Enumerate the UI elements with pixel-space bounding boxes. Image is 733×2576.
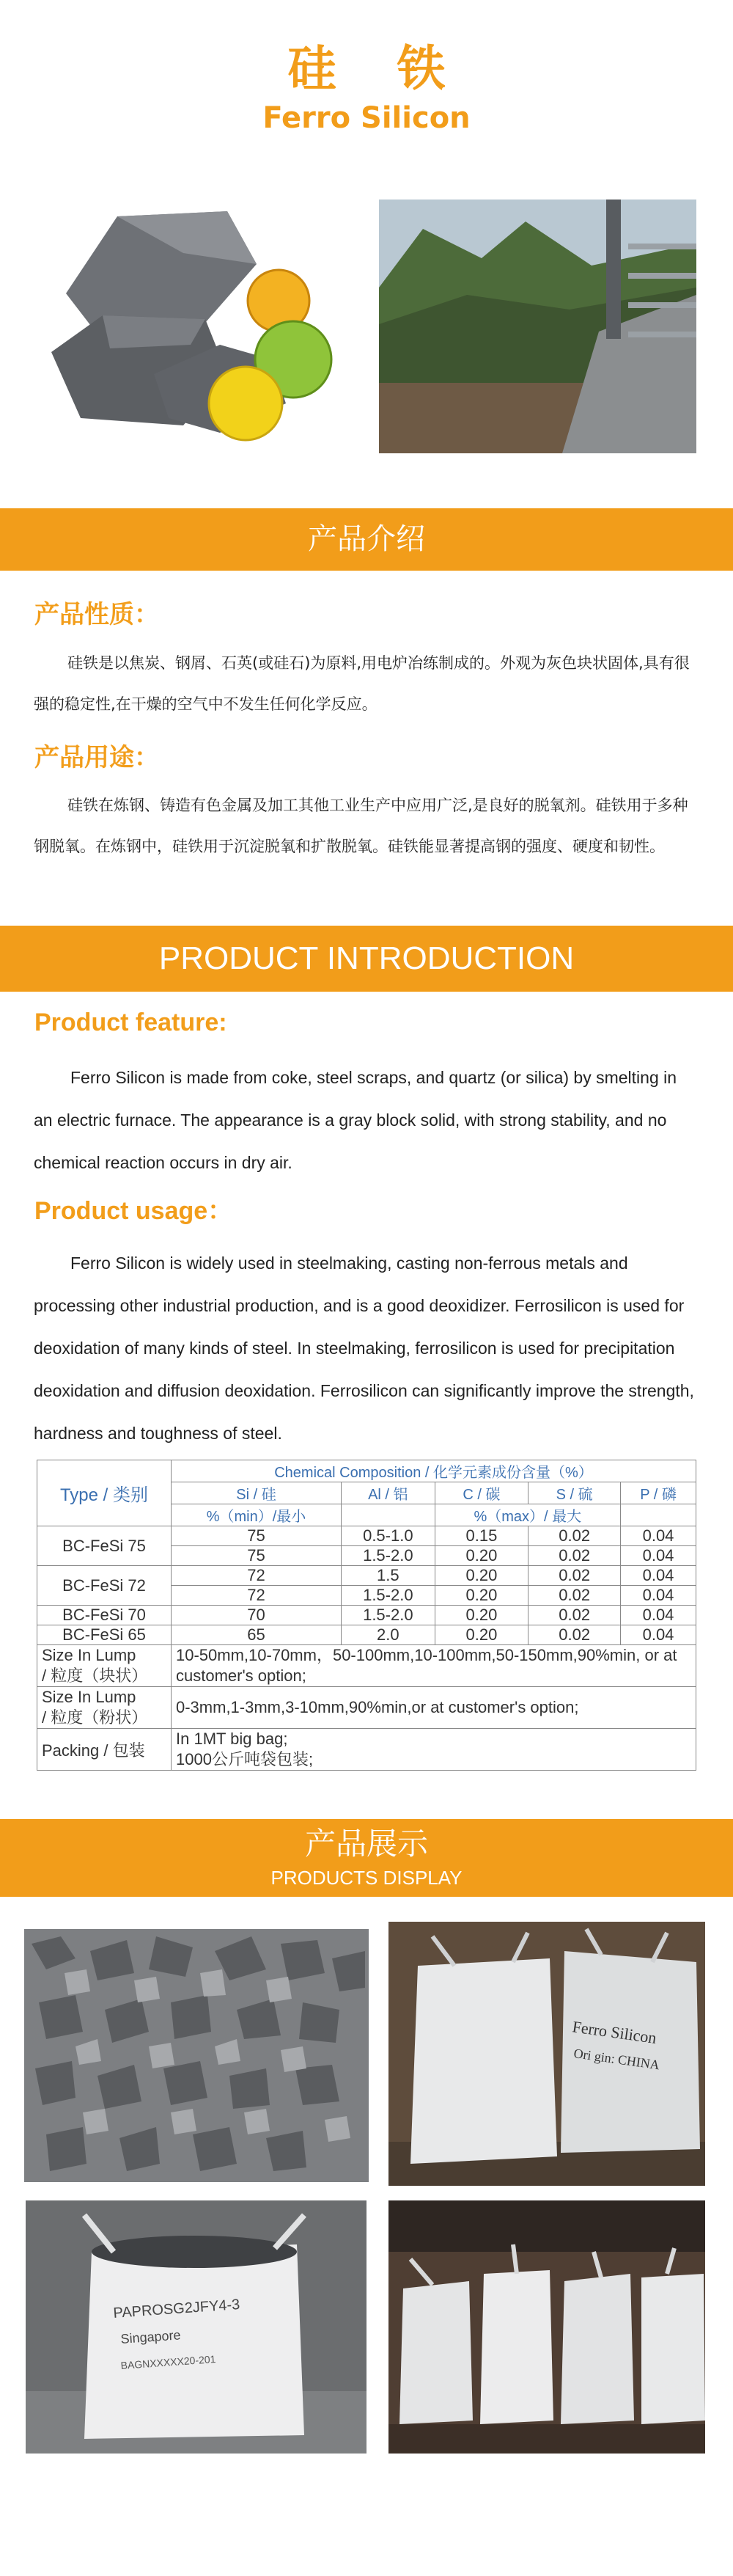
min-label: %（min）/最小 (172, 1504, 342, 1526)
type-cell: BC-FeSi 70 (37, 1606, 172, 1625)
powder-size-label (37, 1687, 172, 1729)
type-cell: BC-FeSi 65 (37, 1625, 172, 1645)
si-cell: 65 (172, 1625, 342, 1645)
s-cell: 0.02 (528, 1566, 621, 1586)
section-band-intro-zh (0, 508, 733, 571)
section-title-intro-zh: 产品介绍 (308, 522, 425, 556)
p-cell: 0.04 (621, 1625, 696, 1645)
feature-heading-en: Product feature: (34, 1009, 227, 1036)
col-si: Si / 硅 (172, 1482, 342, 1504)
bag-print-1: Ferro Silicon (571, 2017, 658, 2048)
unit-spacer (342, 1504, 435, 1526)
packing-value (172, 1729, 696, 1771)
table-row (37, 1566, 696, 1586)
al-cell: 1.5-2.0 (342, 1586, 435, 1606)
p-cell: 0.04 (621, 1546, 696, 1566)
warehouse-bags-photo (388, 2200, 705, 2454)
bag-print-5: BAGNXXXXX20-201 (120, 2352, 216, 2371)
al-cell: 2.0 (342, 1625, 435, 1645)
section-band-intro-en (0, 926, 733, 992)
p-cell: 0.04 (621, 1586, 696, 1606)
page-title-zh: 硅 铁 (287, 40, 468, 97)
s-cell: 0.02 (528, 1546, 621, 1566)
table-row (37, 1526, 696, 1546)
lump-size-label-zh: / 粒度（块状） (42, 1666, 148, 1685)
s-cell: 0.02 (528, 1586, 621, 1606)
packing-label: Packing / 包装 (37, 1729, 172, 1771)
p-cell: 0.04 (621, 1606, 696, 1625)
col-s: S / 硫 (528, 1482, 621, 1504)
c-cell: 0.20 (435, 1606, 528, 1625)
powder-size-label-zh: / 粒度（粉状） (42, 1708, 148, 1727)
al-cell: 1.5 (342, 1566, 435, 1586)
powder-size-label-en: Size In Lump (42, 1688, 136, 1706)
big-bag-photo-1 (388, 1922, 705, 2186)
col-c: C / 碳 (435, 1482, 528, 1504)
powder-size-row (37, 1687, 696, 1729)
c-cell: 0.20 (435, 1625, 528, 1645)
packing-row (37, 1729, 696, 1771)
al-cell: 0.5-1.0 (342, 1526, 435, 1546)
usage-heading-zh: 产品用途： (34, 743, 159, 772)
bag-print-2: Ori gin: CHINA (572, 2046, 661, 2073)
s-cell: 0.02 (528, 1625, 621, 1645)
page-title-en: Ferro Silicon (262, 101, 471, 135)
lump-size-label (37, 1645, 172, 1687)
p-cell: 0.04 (621, 1566, 696, 1586)
display-title-zh: 产品展示 (304, 1826, 428, 1862)
type-cell: BC-FeSi 75 (37, 1526, 172, 1566)
feature-text-zh: 硅铁是以焦炭、钢屑、石英(或硅石)为原料,用电炉冶练制成的。外观为灰色块状固体,具有很强的稳定性,在干燥的空气中不发生任何化学反应。 (34, 654, 690, 713)
lump-size-label-en: Size In Lump (42, 1646, 136, 1664)
unit-spacer (621, 1504, 696, 1526)
section-title-intro-en: PRODUCT INTRODUCTION (158, 940, 575, 976)
lump-size-row (37, 1645, 696, 1687)
usage-heading-en: Product usage： (34, 1197, 233, 1225)
factory-photo (379, 200, 696, 453)
lump-size-value: 10-50mm,10-70mm，50-100mm,10-100mm,50-150mm,90%min, or at customer's option; (172, 1645, 696, 1687)
si-cell: 75 (172, 1546, 342, 1566)
s-cell: 0.02 (528, 1606, 621, 1625)
al-cell: 1.5-2.0 (342, 1546, 435, 1566)
ferro-silicon-pile-photo (24, 1929, 369, 2182)
usage-text-zh: 硅铁在炼钢、铸造有色金属及加工其他工业生产中应用广泛,是良好的脱氧剂。硅铁用于多种钢脱氧。在炼钢中，硅铁用于沉淀脱氧和扩散脱氧。硅铁能显著提高钢的强度、硬度和韧性。 (34, 797, 688, 855)
usage-text-en: Ferro Silicon is widely used in steelmaking, casting non-ferrous metals and processing other industrial production, and is a good deoxidizer. Ferrosilicon is used for deoxidation of many kinds of steel. In steelmaking, ferrosilicon is used for precipitation deoxidation and diffusion deoxidation. Ferrosilicon can significantly improve the strength, hardness and toughness of steel. (34, 1254, 694, 1443)
c-cell: 0.20 (435, 1566, 528, 1586)
si-cell: 72 (172, 1566, 342, 1586)
p-cell: 0.04 (621, 1526, 696, 1546)
packing-value-zh: 1000公斤吨袋包装; (176, 1750, 314, 1768)
section-band-display (0, 1819, 733, 1897)
feature-heading-zh: 产品性质： (34, 600, 159, 629)
type-cell: BC-FeSi 72 (37, 1566, 172, 1606)
table-header-row (37, 1460, 696, 1482)
composition-table (37, 1460, 696, 1771)
bag-print-3: PAPROSG2JFY4-3 (112, 2296, 240, 2321)
table-row (37, 1606, 696, 1625)
si-cell: 75 (172, 1526, 342, 1546)
display-title-en: PRODUCTS DISPLAY (270, 1867, 463, 1889)
c-cell: 0.20 (435, 1546, 528, 1566)
al-cell: 1.5-2.0 (342, 1606, 435, 1625)
c-cell: 0.20 (435, 1586, 528, 1606)
feature-text-en: Ferro Silicon is made from coke, steel scraps, and quartz (or silica) by smelting in an electric furnace. The appearance is a gray block solid, with strong stability, and no chemical reaction occurs in dry air. (34, 1068, 677, 1172)
big-bag-photo-2 (26, 2200, 366, 2454)
si-cell: 70 (172, 1606, 342, 1625)
max-label: %（max）/ 最大 (435, 1504, 620, 1526)
col-p: P / 磷 (621, 1482, 696, 1504)
col-al: Al / 铝 (342, 1482, 435, 1504)
ferro-silicon-lump-photo (37, 183, 353, 455)
s-cell: 0.02 (528, 1526, 621, 1546)
bag-print-4: Singapore (119, 2327, 182, 2346)
powder-size-value: 0-3mm,1-3mm,3-10mm,90%min,or at customer's option; (172, 1687, 696, 1729)
type-header: Type / 类别 (37, 1460, 172, 1526)
packing-value-en: In 1MT big bag; (176, 1730, 288, 1748)
c-cell: 0.15 (435, 1526, 528, 1546)
table-row (37, 1625, 696, 1645)
si-cell: 72 (172, 1586, 342, 1606)
chemical-header: Chemical Composition / 化学元素成份含量（%） (172, 1460, 696, 1482)
